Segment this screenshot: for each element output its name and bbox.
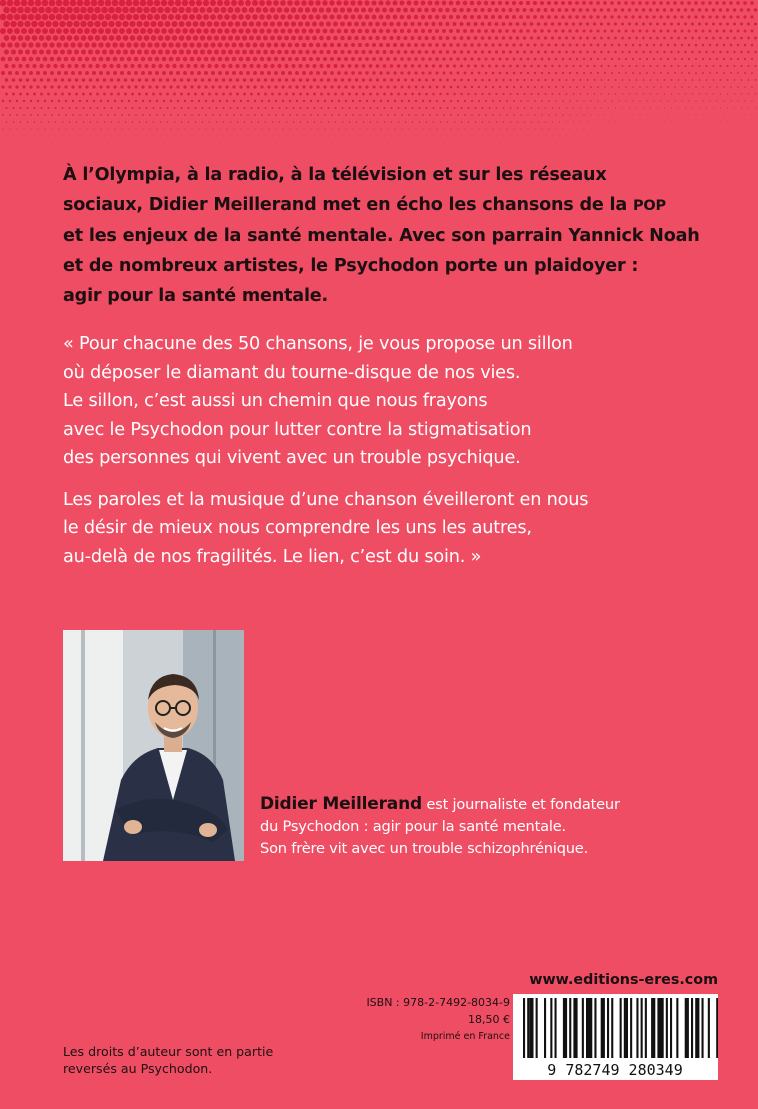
quote-line: Le sillon, c’est aussi un chemin que nous frayons [63, 391, 488, 411]
quote-line: Les paroles et la musique d’une chanson éveilleront en nous [63, 489, 589, 510]
author-rights-note [63, 1043, 303, 1077]
author-quote [63, 330, 743, 571]
bio-line: Son frère vit avec un trouble schizophrénique. [260, 840, 589, 857]
intro-line: et de nombreux artistes, le Psychodon porte un plaidoyer : [63, 256, 639, 276]
bio-line [260, 793, 730, 816]
intro-line-text: sociaux, Didier Meillerand met en écho les chansons de la [63, 195, 628, 215]
bio-text: est journaliste et fondateur [421, 796, 620, 813]
quote-paragraph [63, 330, 743, 473]
quote-line: « Pour chacune des 50 chansons, je vous propose un sillon [63, 334, 573, 354]
intro-blurb [63, 160, 723, 311]
quote-line: où déposer le diamant du tourne-disque de nos vies. [63, 362, 521, 383]
intro-line: et les enjeux de la santé mentale. Avec son parrain Yannick Noah [63, 226, 700, 246]
quote-paragraph [63, 486, 743, 572]
halftone-dot-pattern [0, 0, 758, 150]
author-bio [260, 793, 730, 860]
quote-line: des personnes qui vivent avec un trouble psychique. [63, 448, 521, 468]
publisher-website: www.editions-eres.com [529, 972, 718, 988]
price-text: 18,50 € [468, 1013, 510, 1026]
quote-line: le désir de mieux nous comprendre les uns les autres, [63, 518, 532, 538]
isbn-text: ISBN : 978-2-7492-8034-9 [366, 996, 510, 1009]
isbn-barcode [513, 994, 718, 1080]
publication-info [340, 994, 510, 1045]
rights-line: reversés au Psychodon. [63, 1061, 213, 1076]
author-photo [63, 630, 244, 861]
printed-in-text: Imprimé en France [420, 1031, 510, 1042]
rights-line: Les droits d’auteur sont en partie [63, 1044, 274, 1059]
barcode-bars [513, 994, 718, 1080]
intro-line: agir pour la santé mentale. [63, 286, 328, 306]
author-name: Didier Meillerand [260, 794, 422, 814]
quote-line: au-delà de nos fragilités. Le lien, c’est du soin. » [63, 546, 482, 567]
bio-line: du Psychodon : agir pour la santé mentale. [260, 818, 566, 835]
barcode-digits: 9 782749 280349 [547, 1061, 683, 1079]
quote-line: avec le Psychodon pour lutter contre la stigmatisation [63, 419, 532, 440]
intro-line: À l’Olympia, à la radio, à la télévision et sur les réseaux [63, 165, 607, 185]
pop-word: POP [633, 198, 666, 214]
intro-line [63, 190, 723, 221]
